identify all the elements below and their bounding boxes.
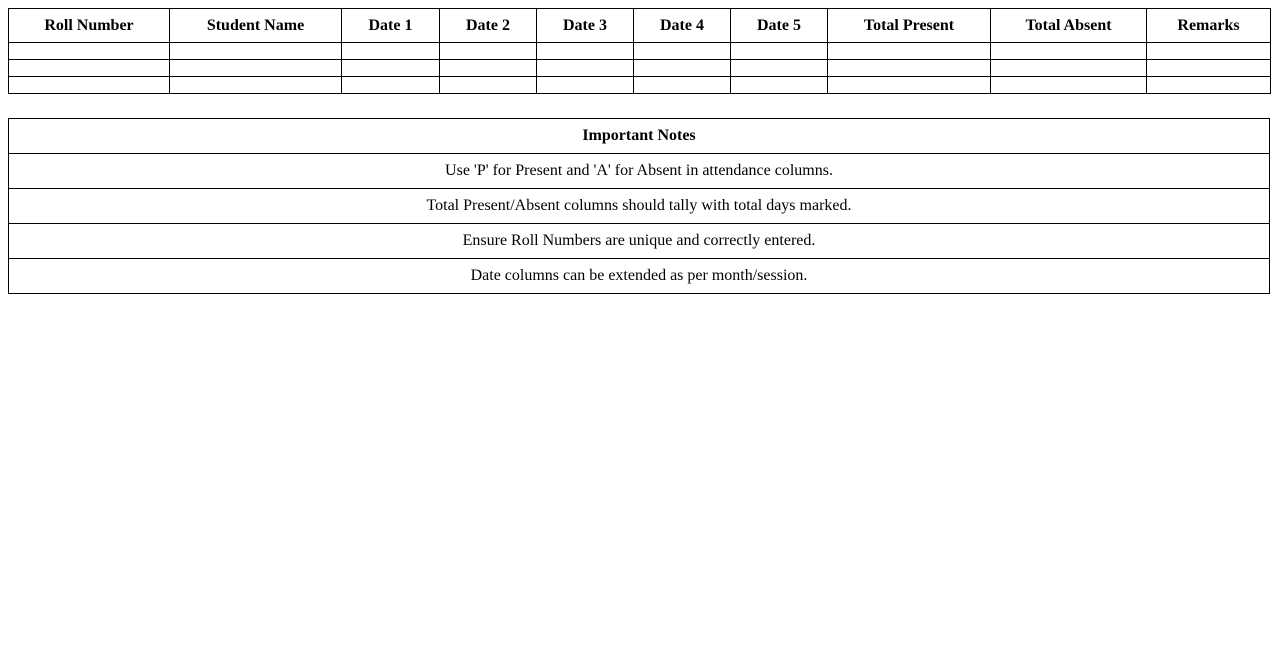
notes-header-row (9, 119, 1270, 154)
cell-date-2[interactable] (440, 43, 537, 60)
header-date-4: Date 4 (634, 9, 731, 43)
header-total-absent: Total Absent (991, 9, 1147, 43)
cell-date-4[interactable] (634, 43, 731, 60)
cell-date-2[interactable] (440, 60, 537, 77)
cell-date-2[interactable] (440, 77, 537, 94)
cell-remarks[interactable] (1147, 77, 1271, 94)
table-row (9, 43, 1271, 60)
cell-student-name[interactable] (170, 43, 342, 60)
cell-student-name[interactable] (170, 77, 342, 94)
table-row (9, 77, 1271, 94)
header-student-name: Student Name (170, 9, 342, 43)
cell-total-absent[interactable] (991, 77, 1147, 94)
cell-total-present[interactable] (828, 43, 991, 60)
cell-student-name[interactable] (170, 60, 342, 77)
cell-date-4[interactable] (634, 60, 731, 77)
cell-date-3[interactable] (537, 60, 634, 77)
notes-title: Important Notes (9, 119, 1270, 154)
cell-date-4[interactable] (634, 77, 731, 94)
list-item (9, 224, 1270, 259)
cell-date-3[interactable] (537, 77, 634, 94)
cell-date-5[interactable] (731, 77, 828, 94)
cell-date-1[interactable] (342, 60, 440, 77)
important-notes-table (8, 118, 1270, 294)
header-roll-number: Roll Number (9, 9, 170, 43)
cell-date-5[interactable] (731, 43, 828, 60)
attendance-sheet (8, 8, 1270, 294)
cell-date-1[interactable] (342, 43, 440, 60)
cell-total-absent[interactable] (991, 60, 1147, 77)
cell-date-1[interactable] (342, 77, 440, 94)
cell-date-5[interactable] (731, 60, 828, 77)
note-text: Use 'P' for Present and 'A' for Absent in attendance columns. (9, 154, 1270, 189)
cell-roll-number[interactable] (9, 77, 170, 94)
cell-total-present[interactable] (828, 77, 991, 94)
cell-total-absent[interactable] (991, 43, 1147, 60)
header-total-present: Total Present (828, 9, 991, 43)
cell-roll-number[interactable] (9, 60, 170, 77)
list-item (9, 154, 1270, 189)
header-remarks: Remarks (1147, 9, 1271, 43)
cell-total-present[interactable] (828, 60, 991, 77)
attendance-header-row (9, 9, 1271, 43)
list-item (9, 259, 1270, 294)
note-text: Ensure Roll Numbers are unique and correctly entered. (9, 224, 1270, 259)
cell-date-3[interactable] (537, 43, 634, 60)
attendance-table (8, 8, 1271, 94)
header-date-3: Date 3 (537, 9, 634, 43)
note-text: Date columns can be extended as per month/session. (9, 259, 1270, 294)
cell-remarks[interactable] (1147, 60, 1271, 77)
list-item (9, 189, 1270, 224)
header-date-2: Date 2 (440, 9, 537, 43)
header-date-1: Date 1 (342, 9, 440, 43)
note-text: Total Present/Absent columns should tally with total days marked. (9, 189, 1270, 224)
header-date-5: Date 5 (731, 9, 828, 43)
cell-remarks[interactable] (1147, 43, 1271, 60)
cell-roll-number[interactable] (9, 43, 170, 60)
table-row (9, 60, 1271, 77)
